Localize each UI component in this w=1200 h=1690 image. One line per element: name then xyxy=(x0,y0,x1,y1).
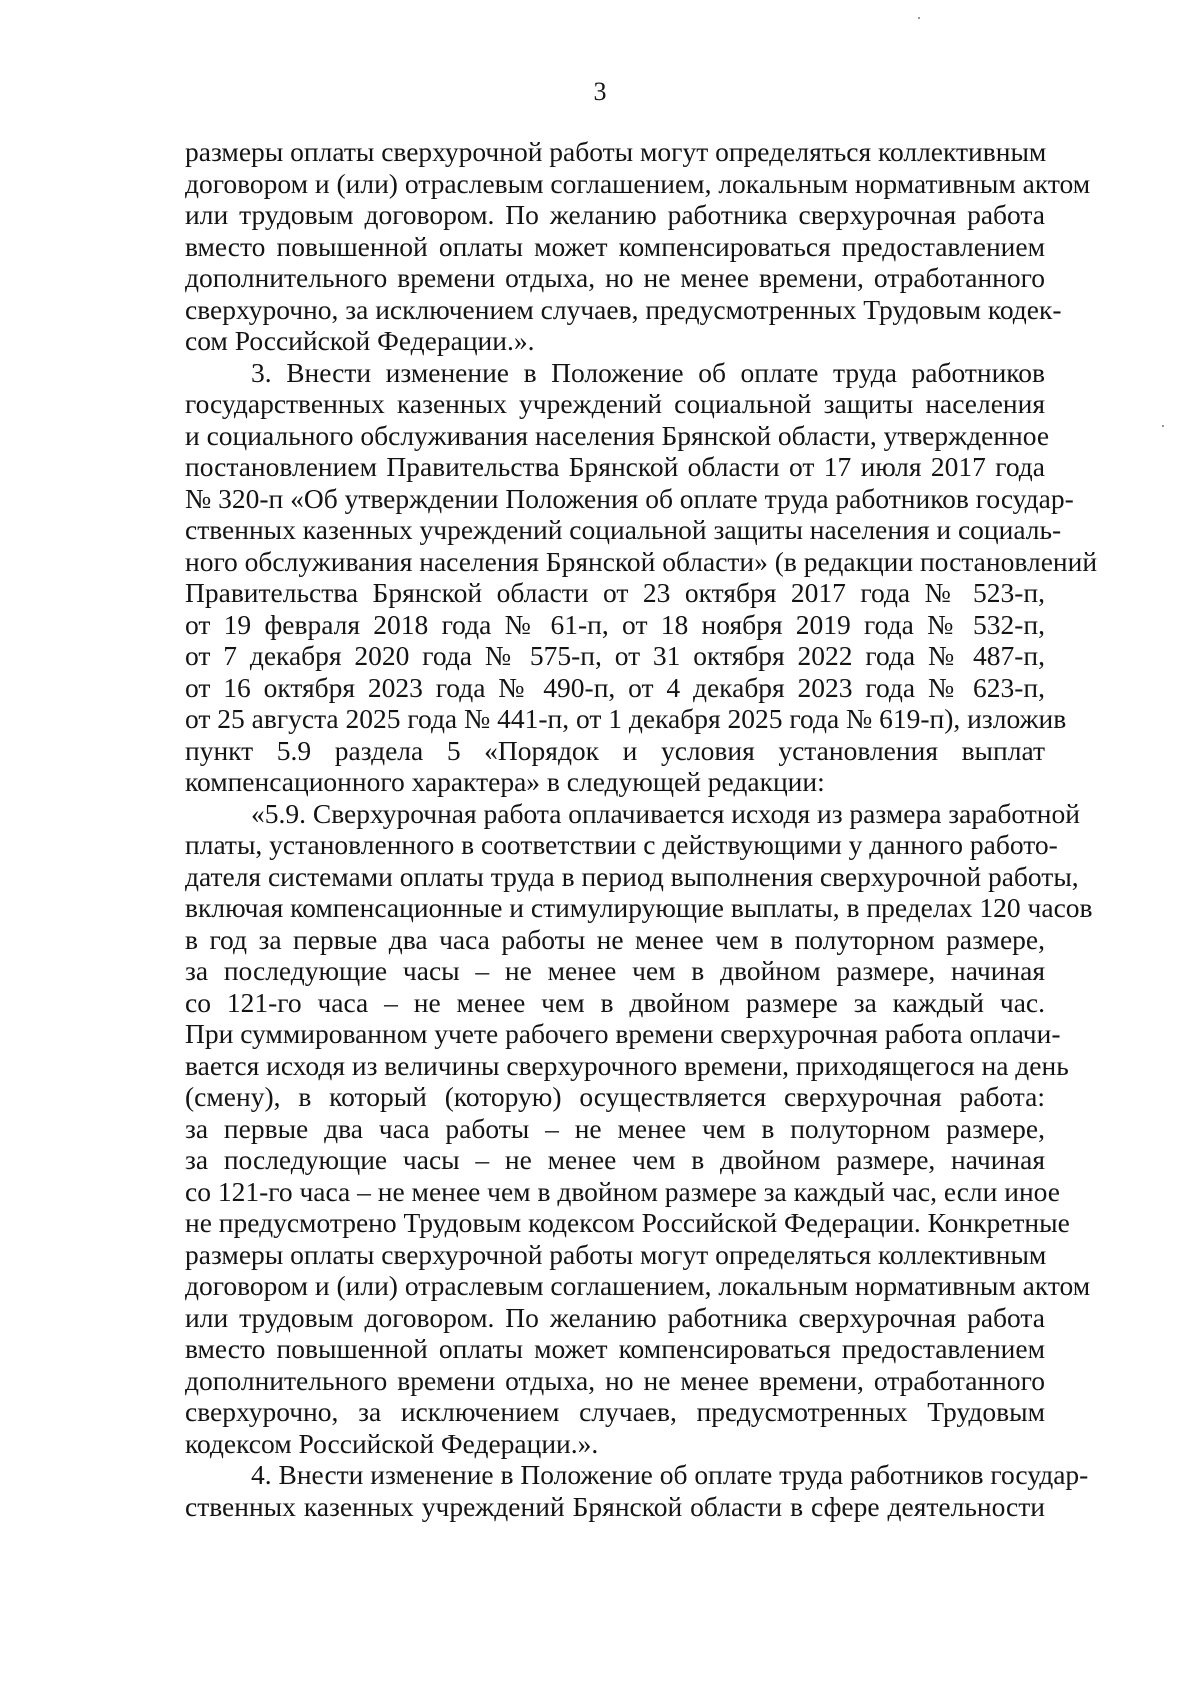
text-line: со 121-го часа – не менее чем в двойном размере за каждый час, если иное xyxy=(185,1175,1060,1207)
text-line: № 320-п «Об утверждении Положения об оплате труда работников государ- xyxy=(185,482,1074,514)
text-line: ственных казенных учреждений социальной защиты населения и социаль- xyxy=(185,514,1062,545)
text-line: пункт 5.9 раздела 5 «Порядок и условия установления выплат xyxy=(185,734,1045,766)
page-number: 3 xyxy=(593,77,607,106)
document-body xyxy=(185,136,1098,1522)
text-line: ственных казенных учреждений Брянской области в сфере деятельности xyxy=(185,1490,1045,1522)
text-line: размеры оплаты сверхурочной работы могут определяться коллективным xyxy=(185,136,1047,167)
paragraph-4-start: 4. Внести изменение в Положение об оплате труда работников государ- xyxy=(251,1459,1089,1490)
text-line: за первые два часа работы – не менее чем в полуторном размере, xyxy=(185,1112,1045,1144)
text-line: сверхурочно, за исключением случаев, предусмотренных Трудовым xyxy=(185,1396,1045,1427)
text-line: или трудовым договором. По желанию работника сверхурочная работа xyxy=(185,1301,1045,1333)
text-line: дателя системами оплаты труда в период выполнения сверхурочной работы, xyxy=(185,860,1079,892)
text-line: государственных казенных учреждений социальной защиты населения xyxy=(185,388,1045,419)
text-line: постановлением Правительства Брянской области от 17 июля 2017 года xyxy=(185,451,1045,482)
text-line: вместо повышенной оплаты может компенсироваться предоставлением xyxy=(185,1333,1045,1364)
text-line: со 121-го часа – не менее чем в двойном размере за каждый час. xyxy=(185,986,1045,1018)
text-line: (смену), в который (которую) осуществляется сверхурочная работа: xyxy=(185,1081,1045,1112)
text-line: компенсационного характера» в следующей редакции: xyxy=(185,766,825,797)
text-line: сом Российской Федерации.». xyxy=(185,325,535,356)
text-line: кодексом Российской Федерации.». xyxy=(185,1427,599,1459)
text-line: от 25 августа 2025 года № 441-п, от 1 декабря 2025 года № 619-п), изложив xyxy=(185,703,1067,734)
scan-speck xyxy=(918,17,920,19)
text-line: вается исходя из величины сверхурочного времени, приходящегося на день xyxy=(185,1049,1069,1081)
text-line: размеры оплаты сверхурочной работы могут определяться коллективным xyxy=(185,1238,1047,1270)
paragraph-3-start: 3. Внести изменение в Положение об оплате труда работников xyxy=(251,356,1045,388)
text-line: и социального обслуживания населения Брянской области, утвержденное xyxy=(185,419,1050,451)
text-line: договором и (или) отраслевым соглашением, локальным нормативным актом xyxy=(185,1270,1091,1301)
text-line: При суммированном учете рабочего времени сверхурочная работа оплачи- xyxy=(185,1018,1061,1049)
scan-speck xyxy=(1162,425,1164,427)
text-line: за последующие часы – не менее чем в двойном размере, начиная xyxy=(185,955,1045,986)
text-line: от 16 октября 2023 года № 490-п, от 4 декабря 2023 года № 623-п, xyxy=(185,671,1045,703)
text-line: от 7 декабря 2020 года № 575-п, от 31 октября 2022 года № 487-п, xyxy=(185,640,1045,671)
text-line: или трудовым договором. По желанию работника сверхурочная работа xyxy=(185,199,1045,230)
text-line: дополнительного времени отдыха, но не менее времени, отработанного xyxy=(185,1364,1045,1396)
text-line: включая компенсационные и стимулирующие выплаты, в пределах 120 часов xyxy=(185,892,1093,923)
text-line: от 19 февраля 2018 года № 61-п, от 18 ноября 2019 года № 532-п, xyxy=(185,608,1045,640)
text-line: не предусмотрено Трудовым кодексом Российской Федерации. Конкретные xyxy=(185,1207,1070,1238)
text-line: в год за первые два часа работы не менее чем в полуторном размере, xyxy=(185,923,1045,955)
text-line: Правительства Брянской области от 23 октября 2017 года № 523-п, xyxy=(185,577,1045,608)
text-line: ного обслуживания населения Брянской области» (в редакции постановлений xyxy=(185,545,1098,577)
text-line: платы, установленного в соответствии с действующими у данного работо- xyxy=(185,829,1058,860)
text-line: договором и (или) отраслевым соглашением, локальным нормативным актом xyxy=(185,167,1091,199)
text-line: за последующие часы – не менее чем в двойном размере, начиная xyxy=(185,1144,1045,1175)
text-line: дополнительного времени отдыха, но не менее времени, отработанного xyxy=(185,262,1045,293)
clause-5-9-start: «5.9. Сверхурочная работа оплачивается исходя из размера заработной xyxy=(251,797,1080,829)
text-line: вместо повышенной оплаты может компенсироваться предоставлением xyxy=(185,230,1045,262)
text-line: сверхурочно, за исключением случаев, предусмотренных Трудовым кодек- xyxy=(185,293,1062,325)
